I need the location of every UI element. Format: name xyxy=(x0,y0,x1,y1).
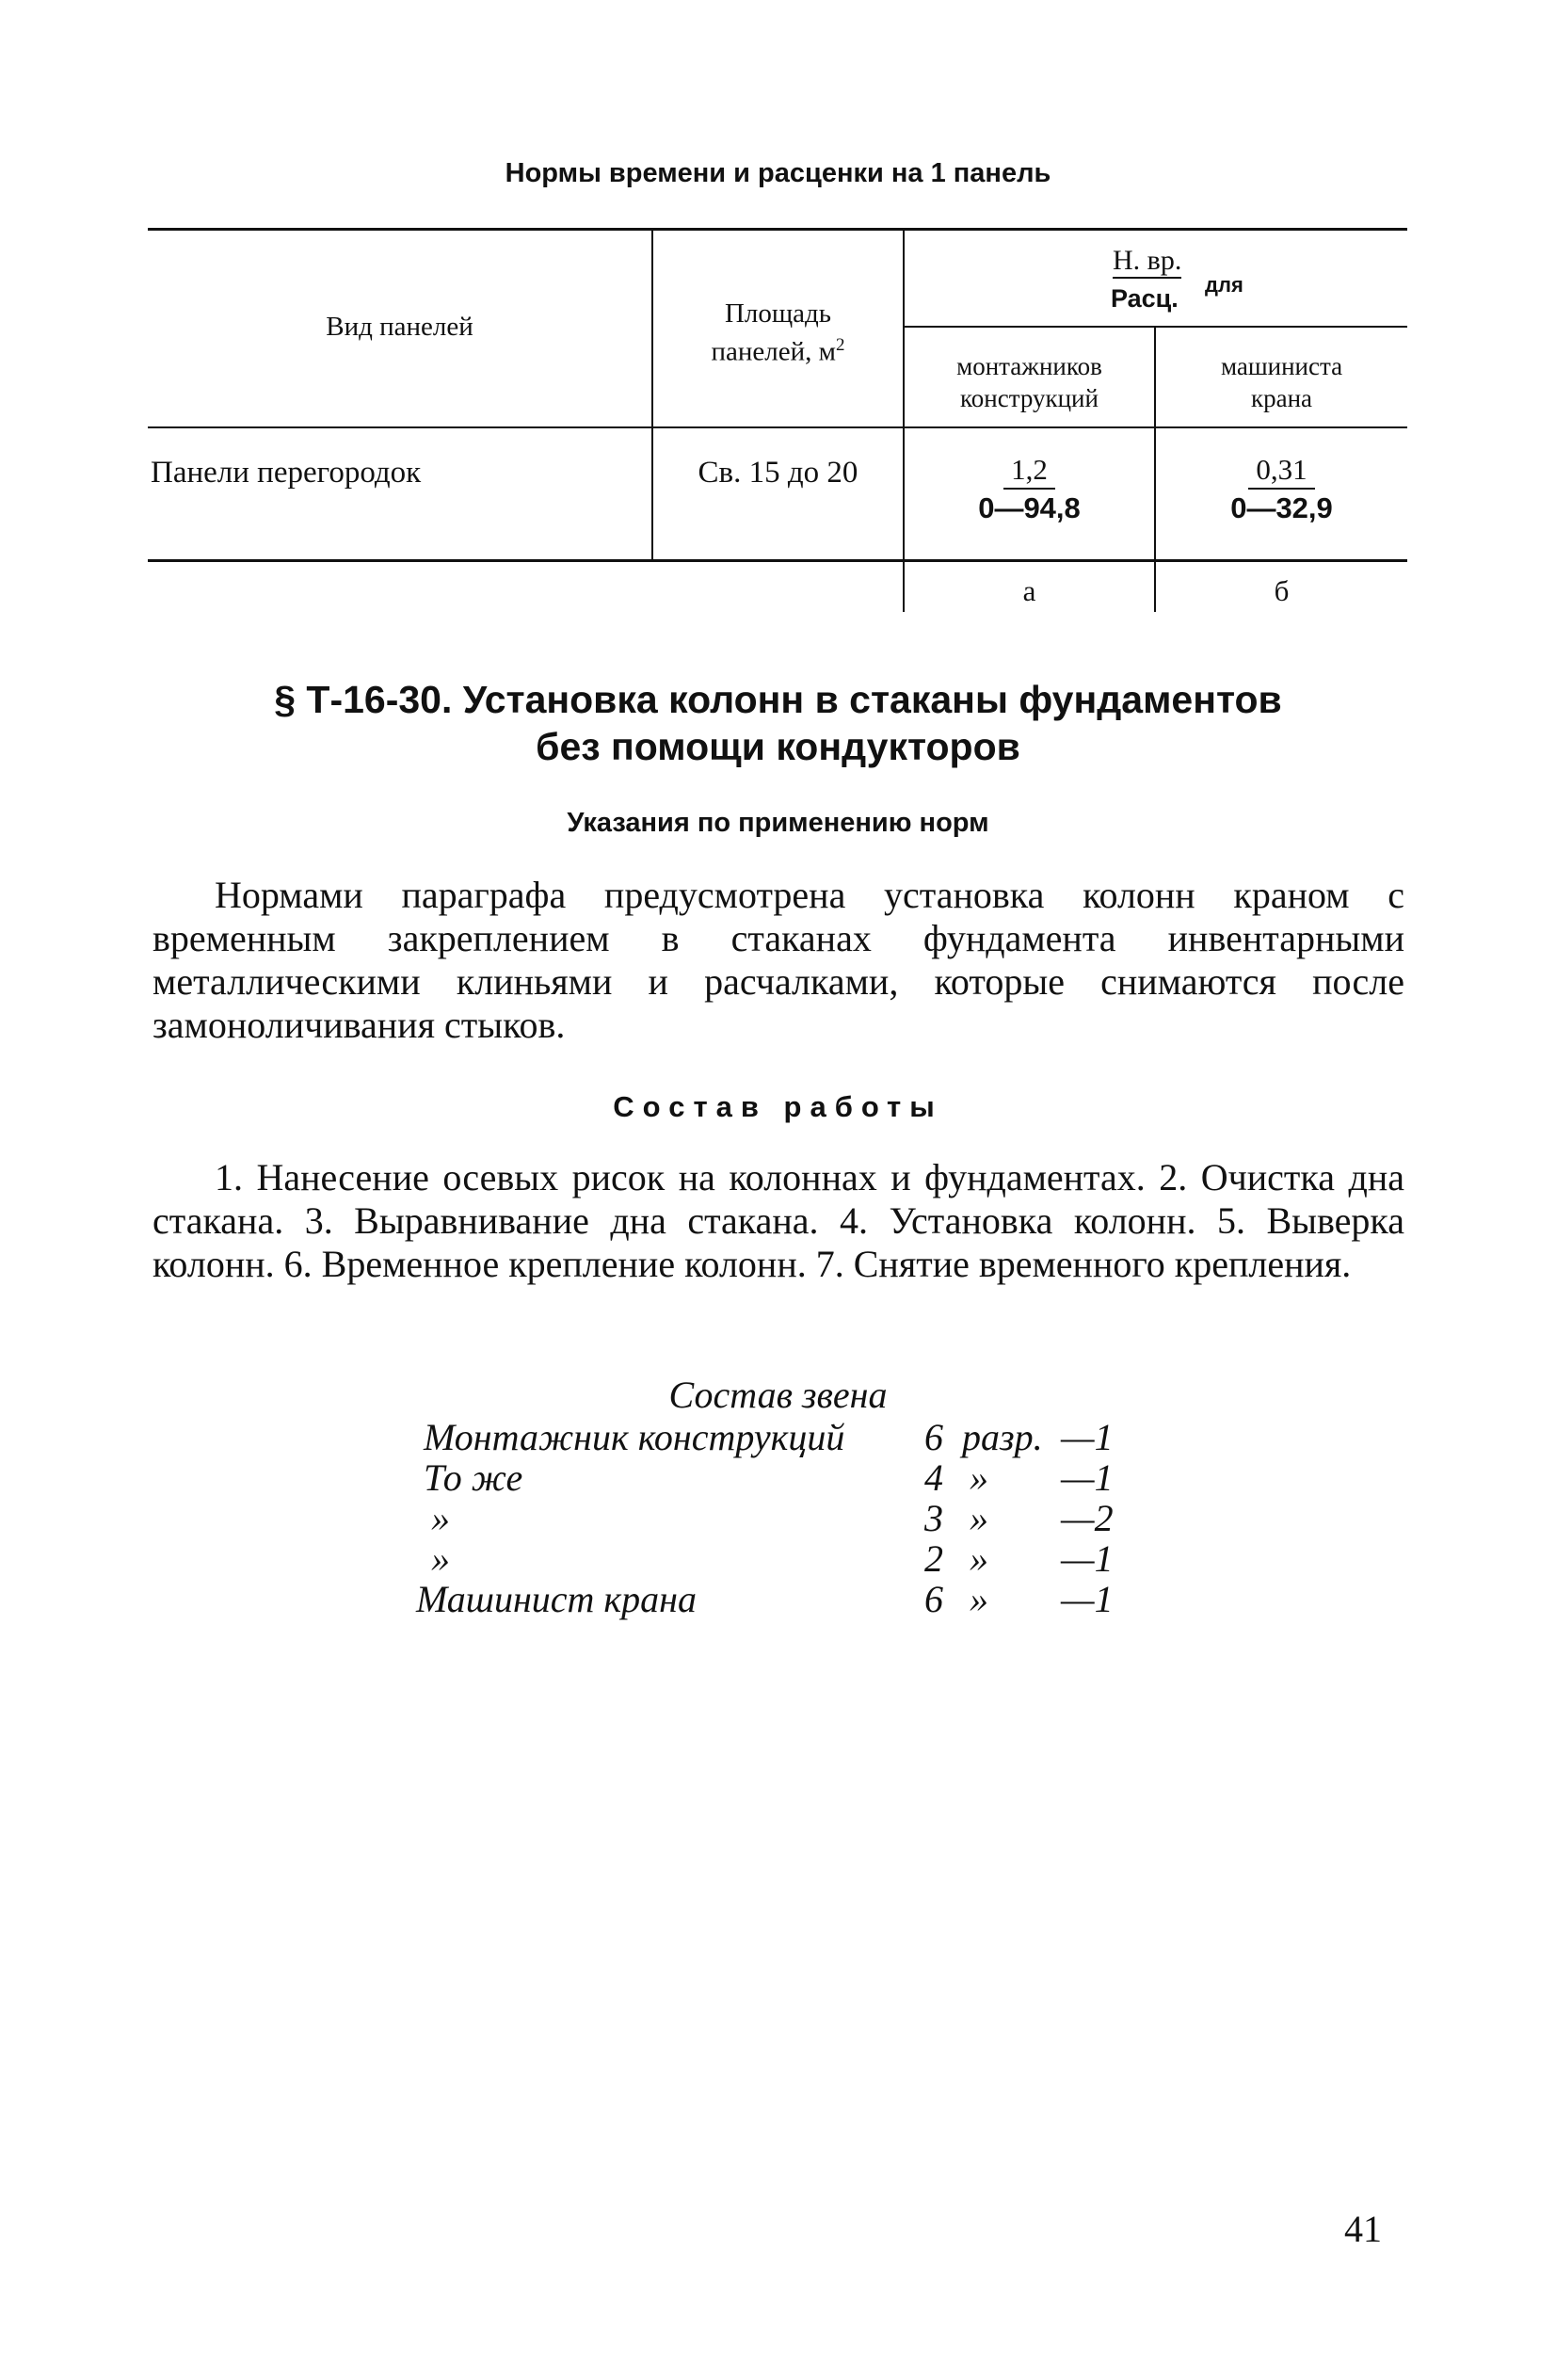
crew-count: —1 xyxy=(1061,1416,1114,1458)
crew-row xyxy=(0,1538,1556,1579)
crane-rate: 0—32,9 xyxy=(1230,491,1333,524)
crew-count: —1 xyxy=(1061,1578,1114,1620)
header-panel-type: Вид панелей xyxy=(326,312,473,342)
group-suffix: для xyxy=(1205,273,1243,297)
installers-norm: 1,2 xyxy=(1003,452,1055,490)
crew-name: Машинист крана xyxy=(416,1578,697,1620)
crew-heading: Состав звена xyxy=(668,1374,888,1416)
crew-row xyxy=(0,1457,1556,1498)
crane-norm: 0,31 xyxy=(1248,452,1314,490)
row-area: Св. 15 до 20 xyxy=(698,456,858,490)
crew-grade: 4 xyxy=(924,1456,943,1499)
crew-grade: 3 xyxy=(924,1497,943,1539)
page-number: 41 xyxy=(1344,2208,1382,2250)
crew-grade: 2 xyxy=(924,1537,943,1580)
header-area: Площадь панелей, $м^2$ xyxy=(711,298,845,367)
header-crane: машиниста крана xyxy=(1220,352,1343,412)
crew-count: —1 xyxy=(1061,1537,1114,1580)
table-vline-2 xyxy=(903,228,905,612)
row-panel-type: Панели перегородок xyxy=(151,456,422,490)
installers-rate: 0—94,8 xyxy=(978,491,1081,524)
crew-grade: 6 xyxy=(924,1416,943,1458)
crew-row xyxy=(0,1417,1556,1457)
table-vline-1 xyxy=(651,228,653,562)
crew-grade: 6 xyxy=(924,1578,943,1620)
crew-row xyxy=(0,1498,1556,1538)
guidance-paragraph: Нормами параграфа предусмотрена установка колонн краном с временным закреплением в стаканах фундамента инвентарными металлическими клиньями и расчалками, которые снимаются после замоноличивания стыков. xyxy=(152,874,1404,1046)
crew-unit: » xyxy=(970,1578,988,1620)
table-rule-top xyxy=(148,228,1407,231)
work-heading: Состав работы xyxy=(613,1090,943,1123)
crew-name: То же xyxy=(424,1456,523,1499)
crew-unit: » xyxy=(970,1497,988,1539)
crew-count: —1 xyxy=(1061,1456,1114,1499)
header-installers: монтажников конструкций xyxy=(956,352,1102,412)
group-numerator: Н. вр. xyxy=(1113,245,1181,279)
row-installers-value xyxy=(905,452,1154,527)
table-rule-header-bottom xyxy=(148,426,1407,428)
crew-name: Монтажник конструкций xyxy=(424,1416,845,1458)
table-title: Нормы времени и расценки на 1 панель xyxy=(505,158,1051,188)
header-group xyxy=(1111,245,1280,320)
work-paragraph: 1. Нанесение осевых рисок на колоннах и фундаментах. 2. Очистка дна стакана. 3. Выравнивание дна стакана. 4. Установка колонн. 5. Выверка колонн. 6. Временное крепление колонн. 7. Снятие временного крепления. xyxy=(152,1156,1404,1285)
group-denominator: Расц. xyxy=(1111,284,1179,313)
crew-unit: » xyxy=(970,1537,988,1580)
crew-name: » xyxy=(431,1537,450,1580)
crew-count: —2 xyxy=(1061,1497,1114,1539)
crew-name: » xyxy=(431,1497,450,1539)
crew-row xyxy=(0,1579,1556,1619)
column-letter-b: б xyxy=(1274,574,1290,607)
crew-unit: разр. xyxy=(962,1416,1043,1458)
crew-unit: » xyxy=(970,1456,988,1499)
column-letter-a: а xyxy=(1022,574,1036,607)
section-heading: § Т-16-30. Установка колонн в стаканы фундаментов без помощи кондукторов xyxy=(274,678,1282,768)
table-rule-bottom xyxy=(148,559,1407,562)
guidance-heading: Указания по применению норм xyxy=(567,808,989,838)
row-crane-value xyxy=(1156,452,1407,527)
